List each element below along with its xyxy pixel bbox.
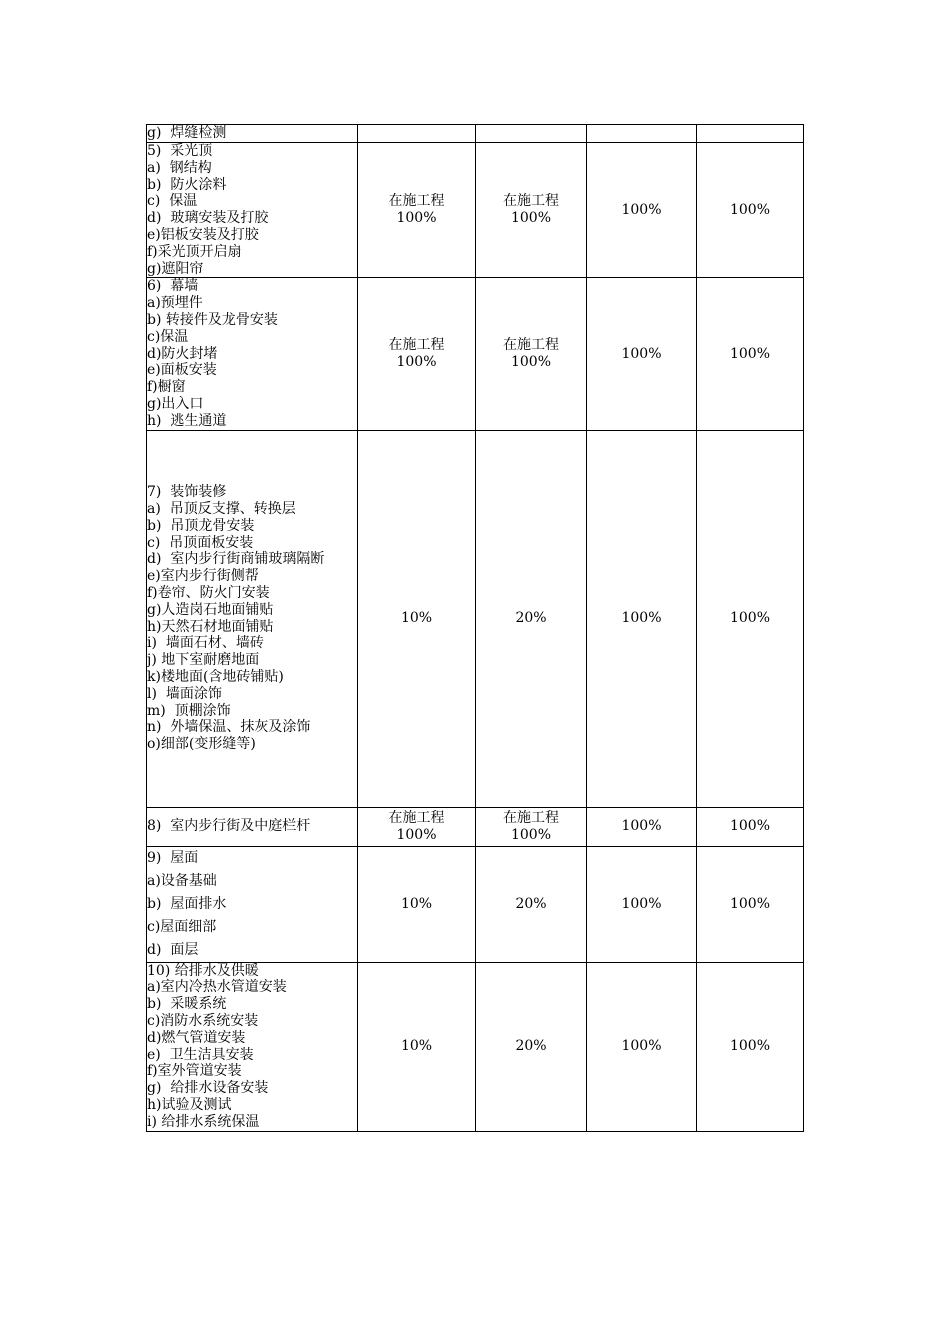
value-cell [358,125,476,143]
table-row [147,278,804,430]
item-cell [147,125,358,143]
item-line: a)预埋件 [147,295,203,312]
value-text: 在施工程 [388,809,445,826]
item-line: g) 给排水设备安装 [147,1080,269,1097]
value-text: 100% [729,201,771,218]
value-text: 100% [396,353,437,370]
item-line: 10) 给排水及供暖 [147,962,259,979]
value-text: 100% [510,826,552,843]
item-line: l) 墙面涂饰 [147,685,222,702]
value-cell [697,846,804,962]
value-cell [697,278,804,430]
value-text: 在施工程 [388,337,445,354]
item-line: f)橱窗 [147,379,186,396]
value-text: 100% [729,818,771,835]
item-cell [147,846,358,962]
item-cell [147,278,358,430]
item-line: k)楼地面(含地砖铺贴) [147,668,284,685]
item-line: h) 逃生通道 [147,412,227,429]
value-text: 20% [515,1038,547,1055]
item-line: i) 给排水系统保温 [147,1113,260,1130]
item-line: b) 吊顶龙骨安装 [147,517,255,534]
item-line: n) 外墙保温、抹灰及涂饰 [147,719,311,736]
value-cell [587,278,697,430]
value-text: 在施工程 [503,193,559,210]
table-row [147,807,804,846]
value-cell [476,846,587,962]
item-line: d) 玻璃安装及打胶 [147,210,269,227]
value-cell [587,807,697,846]
value-cell [358,278,476,430]
item-cell [147,807,358,846]
value-cell [476,962,587,1131]
item-line: c)保温 [147,328,189,345]
item-line: d) 面层 [147,941,199,958]
item-line: d) 室内步行街商铺玻璃隔断 [147,551,325,568]
item-line: g)人造岗石地面铺贴 [147,601,274,618]
item-line: b) 转接件及龙骨安装 [147,311,278,328]
item-line: g)出入口 [147,395,204,412]
value-cell [697,143,804,278]
item-line: b) 屋面排水 [147,895,227,912]
table-row [147,125,804,143]
value-cell [358,846,476,962]
item-line: f)卷帘、防火门安装 [147,584,270,601]
value-text: 100% [621,1038,662,1055]
value-cell [476,278,587,430]
item-line: a) 吊顶反支撑、转换层 [147,500,296,517]
item-line: o)细部(变形缝等) [147,736,256,753]
value-cell [358,430,476,807]
value-cell [697,807,804,846]
item-line: g)遮阳帘 [147,260,204,277]
item-line: 9) 屋面 [147,849,199,866]
value-cell [476,125,587,143]
item-line: f)室外管道安装 [147,1063,242,1080]
value-cell [587,143,697,278]
item-line: f)采光顶开启扇 [147,243,242,260]
item-line: e)铝板安装及打胶 [147,226,259,243]
item-cell [147,962,358,1131]
value-text: 100% [510,210,552,227]
item-line: e)面板安装 [147,362,217,379]
value-text: 在施工程 [503,809,559,826]
item-line: b) 采暖系统 [147,996,227,1013]
value-text: 100% [621,895,662,912]
value-text: 100% [621,345,662,362]
item-line: c) 保温 [147,193,198,210]
value-text: 100% [729,895,771,912]
value-text: 100% [729,1038,771,1055]
value-cell [476,430,587,807]
value-text: 100% [621,818,662,835]
item-line: m) 顶棚涂饰 [147,702,231,719]
value-text: 10% [400,610,433,627]
value-text: 在施工程 [503,337,559,354]
value-text: 100% [396,210,437,227]
item-cell [147,143,358,278]
item-line: a)室内冷热水管道安装 [147,979,287,996]
value-text: 20% [515,895,547,912]
item-line: h)试验及测试 [147,1096,232,1113]
item-line: d)燃气管道安装 [147,1029,246,1046]
value-cell [476,143,587,278]
value-cell [697,125,804,143]
table-row [147,846,804,962]
item-line: d)防火封堵 [147,345,218,362]
value-text: 100% [729,610,771,627]
value-cell [697,962,804,1131]
value-cell [358,807,476,846]
item-line: 5) 采光顶 [147,143,213,159]
value-cell [358,962,476,1131]
item-line: a)设备基础 [147,872,217,889]
value-text: 100% [510,353,552,370]
value-cell [587,430,697,807]
item-line: 8) 室内步行街及中庭栏杆 [147,818,311,835]
value-text: 100% [396,826,437,843]
value-text: 100% [729,345,771,362]
table-row [147,962,804,1131]
value-text: 100% [621,201,662,218]
value-cell [476,807,587,846]
value-cell [587,846,697,962]
item-line: i) 墙面石材、墙砖 [147,635,264,652]
item-line: e)室内步行街侧帮 [147,568,259,585]
value-text: 100% [621,610,662,627]
progress-table [146,124,804,1132]
item-line: h)天然石材地面铺贴 [147,618,274,635]
value-cell [358,143,476,278]
value-cell [697,430,804,807]
item-line: a) 钢结构 [147,159,212,176]
value-text: 在施工程 [388,193,445,210]
item-line: c)消防水系统安装 [147,1012,259,1029]
table-row [147,143,804,278]
value-text: 10% [400,895,433,912]
value-cell [587,125,697,143]
item-line: c)屋面细部 [147,918,217,935]
item-line: 6) 幕墙 [147,278,199,295]
item-line: j) 地下室耐磨地面 [147,652,260,669]
table-row [147,430,804,807]
item-line: 7) 装饰装修 [147,484,227,501]
item-line: c) 吊顶面板安装 [147,534,254,551]
item-line: e) 卫生洁具安装 [147,1046,254,1063]
value-text: 10% [400,1038,433,1055]
value-text: 20% [515,610,547,627]
value-cell [587,962,697,1131]
item-line: g) 焊缝检测 [147,125,227,142]
item-line: b) 防火涂料 [147,176,227,193]
item-cell [147,430,358,807]
